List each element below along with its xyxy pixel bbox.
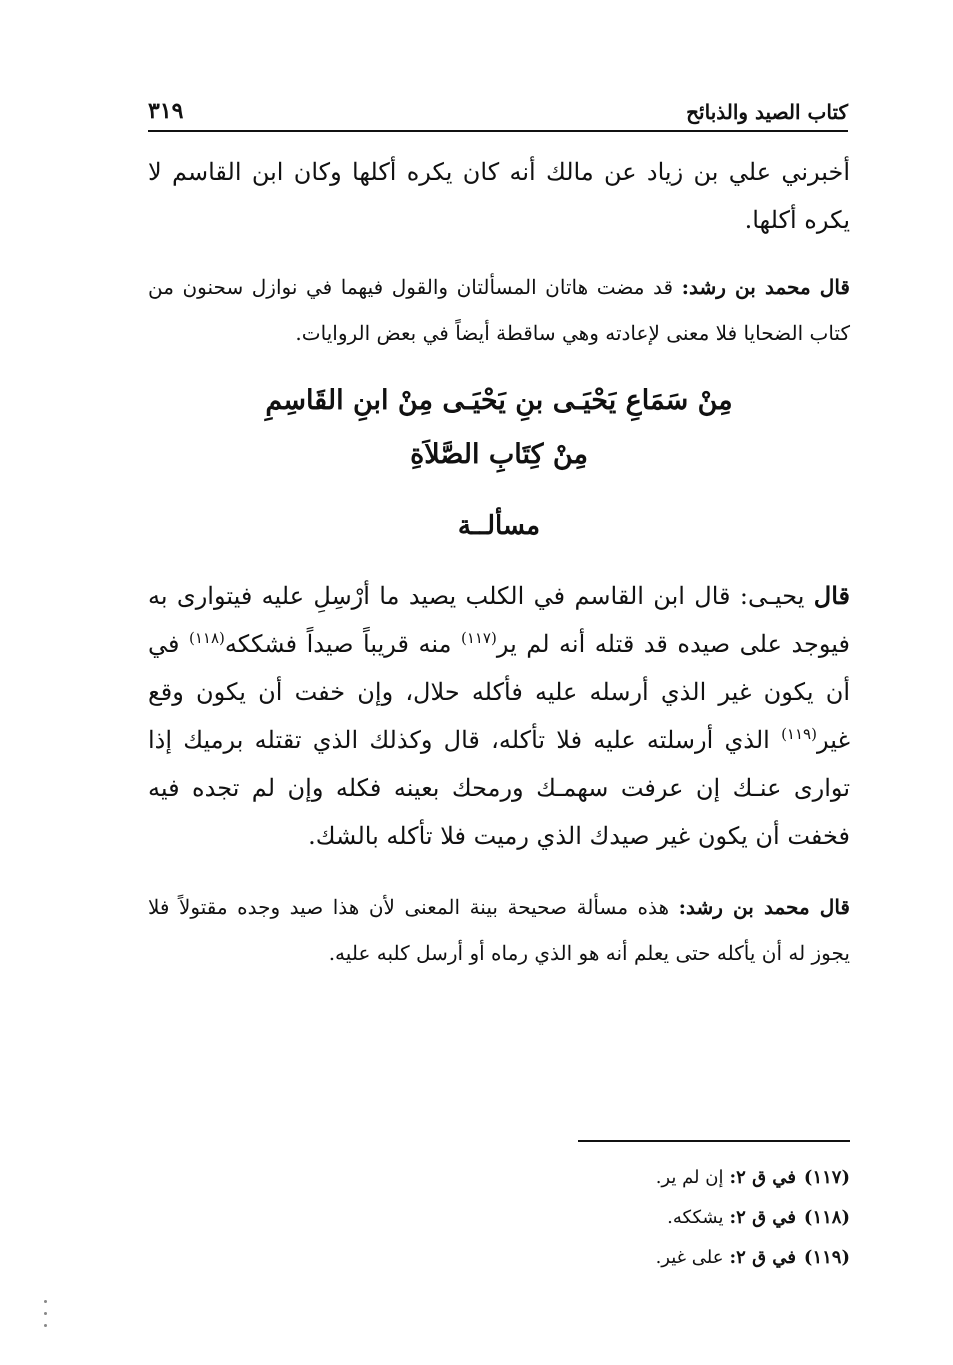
speck bbox=[44, 1300, 47, 1303]
footnote-number: (١١٩) bbox=[803, 1247, 850, 1268]
footnote-text: إن لم ير. bbox=[655, 1167, 724, 1188]
page-body bbox=[148, 148, 850, 976]
paragraph-1: أخبرني علي بن زياد عن مالك أنه كان يكره أكلها وكان ابن القاسم لا يكره أكلها. bbox=[148, 158, 850, 234]
paragraph-3-text-a: يحيـى: قال ابن القاسم في الكلب يصيد ما أرْسِلِ عليه فيتوارى به فيوجد على صيده قد قتله أنه لم ير bbox=[148, 582, 850, 658]
speaker-label: قال bbox=[813, 581, 850, 610]
page-header bbox=[148, 86, 848, 132]
speck bbox=[44, 1312, 47, 1315]
masala-heading: مسألــة bbox=[457, 511, 541, 541]
footnotes bbox=[400, 1158, 850, 1278]
paragraph-3-text-c: في أن يكون غير الذي أرسله عليه فأكله حلال، وإن خفت أن يكون وقع غير bbox=[148, 630, 850, 754]
speaker-label: قال محمد بن رشد: bbox=[678, 895, 850, 919]
footnote-source: في ق ٢: bbox=[729, 1167, 796, 1188]
footnote-item bbox=[400, 1238, 850, 1278]
footnote-number: (١١٧) bbox=[803, 1167, 850, 1188]
page-number: ٣١٩ bbox=[148, 98, 184, 124]
paragraph-3-text-b: منه قريباً صيداً فشككه bbox=[224, 630, 461, 658]
footnote-source: في ق ٢: bbox=[729, 1247, 796, 1268]
paragraph-3 bbox=[148, 572, 850, 860]
section-heading-line-2: مِنْ كِتَابِ الصَّلاَةِ bbox=[410, 439, 588, 470]
footnote-text: على غير. bbox=[655, 1247, 724, 1268]
footnote-ref-119[interactable]: (١١٩) bbox=[781, 725, 817, 743]
paragraph-4 bbox=[148, 884, 850, 976]
paragraph-4-text: هذه مسألة صحيحة بينة المعنى لأن هذا صيد وجده مقتولاً فلا يجوز له أن يأكله حتى يعلم أنه هو الذي رماه أو أرسل كلبه عليه. bbox=[148, 895, 850, 965]
footnote-divider bbox=[578, 1140, 850, 1142]
paragraph-3-text-d: الذي أرسلته عليه فلا تأكله، قال وكذلك الذي تقتله برميك إذا توارى عنـك إن عرفت سهمـك ورمحك بعينه فكله وإن لم تجده فيه فخفت أن يكون غير صيدك الذي رميت فلا تأكله بالشك. bbox=[148, 726, 850, 850]
footnote-ref-117[interactable]: (١١٧) bbox=[460, 629, 497, 647]
paragraph-2 bbox=[148, 264, 850, 356]
speaker-label: قال محمد بن رشد: bbox=[681, 275, 850, 299]
footnote-ref-118[interactable]: (١١٨) bbox=[188, 629, 225, 647]
speck bbox=[44, 1324, 47, 1327]
section-heading-line-1: مِنْ سَمَاعِ يَحْيَـى بنِ يَحْيَـى مِنْ ابنِ القَاسِمِ bbox=[265, 385, 733, 416]
scan-specks bbox=[44, 1300, 50, 1330]
footnote-item bbox=[400, 1198, 850, 1238]
paragraph-2-text: قد مضت هاتان المسألتان والقول فيهما في نوازل سحنون من كتاب الضحايا فلا معنى لإعادته وهي ساقطة أيضاً في بعض الروايات. bbox=[148, 275, 850, 345]
running-title: كتاب الصيد والذبائح bbox=[686, 100, 848, 124]
footnote-text: يشككه. bbox=[667, 1207, 724, 1228]
footnote-source: في ق ٢: bbox=[729, 1207, 796, 1228]
footnote-number: (١١٨) bbox=[803, 1207, 850, 1228]
footnote-item bbox=[400, 1158, 850, 1198]
